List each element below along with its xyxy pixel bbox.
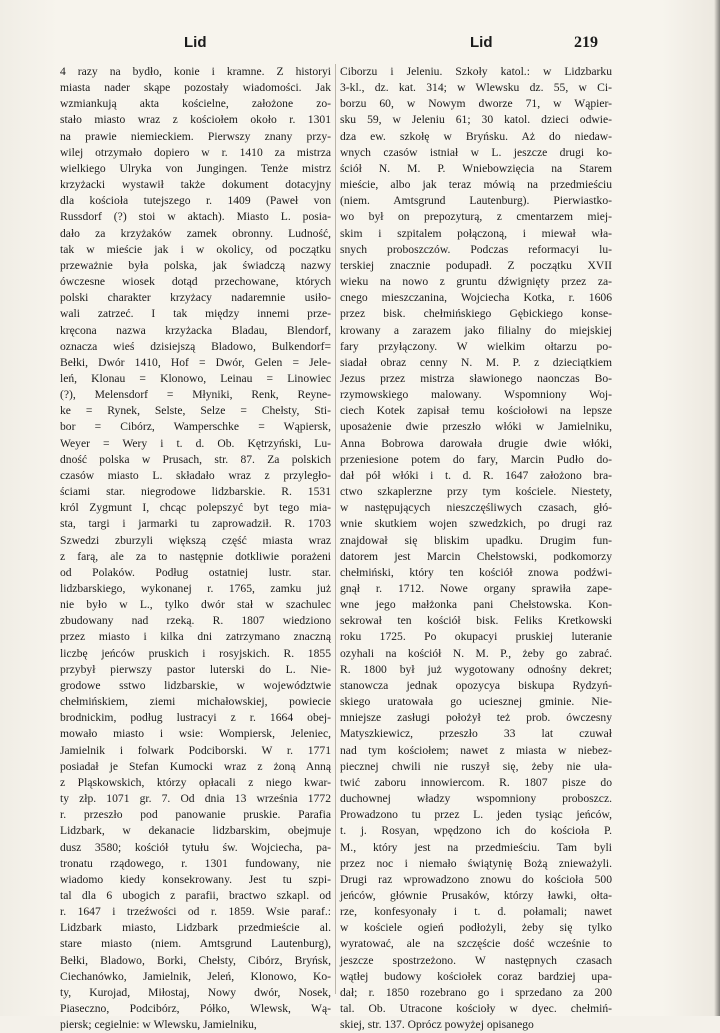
text-line: Piaseczno, Podcibórz, Półko, Wlewsk, Wą-: [60, 1002, 331, 1016]
text-line: znajdował się bliskim upadku. Drugim fun-: [340, 533, 612, 547]
text-line: M., który jest na przedmieściu. Tam byli: [340, 840, 612, 854]
text-line: (niem. Amtsgrund Lautenburg). Pierwiastko-: [340, 194, 612, 208]
text-line: mowało miasto i wsie: Wompiersk, Jeleniec,: [60, 727, 331, 741]
text-line: Lidzbark miasto, Lidzbark przedmieście al.: [60, 921, 331, 935]
text-line: cnego mieszczanina, Wojciecha Kotka, r. 1606: [340, 291, 612, 305]
text-line: czasów miasto L. składało wraz z przyległo-: [60, 468, 331, 482]
text-line: Russdorf (?) stoi w aktach). Miasto L. posia-: [60, 210, 331, 224]
text-line: wątłej budowy kościołek coraz bardziej upa-: [340, 969, 612, 983]
page-number: 219: [574, 34, 598, 51]
text-line: posiadał je Stefan Kumocki wraz z żoną Anną: [60, 759, 331, 773]
text-line: wiadomo kiedy konsekrowany. Jest tu szpi-: [60, 872, 331, 886]
text-line: Anna Bobrowa darowała drugie dwie włóki,: [340, 436, 612, 450]
text-line: Drugi raz wprowadzono znowu do kościoła 500: [340, 872, 612, 886]
text-line: jeńców, głównie Prusaków, którzy ławki, ołta-: [340, 888, 612, 902]
text-line: przez miasto i kilka dni zatrzymano znaczną: [60, 630, 331, 644]
text-line: kręcona nazwa krzyżacka Bladau, Blendorf,: [60, 323, 331, 337]
text-line: w kościele ogień podłożyli, żeby się tylko: [340, 921, 612, 935]
text-line: Bełki, Dwór 1410, Hof = Dwór, Gelen = Jele-: [60, 355, 331, 369]
text-line: polski charakter krzyżacy nadaremnie usiło-: [60, 291, 331, 305]
header-left-title: Lid: [184, 34, 207, 51]
text-line: w następujących nieszczęśliwych czasach, głó-: [340, 501, 612, 515]
text-line: skiego uratowała go uciesznej gminie. Nie-: [340, 695, 612, 709]
text-line: krowany a zarazem jako filialny do miejskiej: [340, 323, 612, 337]
running-header: [0, 34, 720, 56]
text-line: Weyer = Wery i t. d. Ob. Kętrzyński, Lu-: [60, 436, 331, 450]
text-line: wnych czasów istniał w L. jeszcze drugi ko-: [340, 145, 612, 159]
text-line: ciech Kotek zapisał temu kościołowi na lepsze: [340, 404, 612, 418]
text-line: mniejsze zasługi położył też prob. ówczesny: [340, 711, 612, 725]
text-line: piecznej chwili nie ruszył się, żeby nie uła-: [340, 759, 612, 773]
text-line: tal dla 6 ubogich z parafii, bractwo szkapl. od: [60, 888, 331, 902]
text-line: na prawie niemieckiem. Pierwszy znany przy-: [60, 129, 331, 143]
text-line: stanowcza jednak opozycya biskupa Rydzyń-: [340, 678, 612, 692]
text-line: przeważnie była polska, jak świadczą nazwy: [60, 258, 331, 272]
text-line: duchownej władzy wspomniony proboszcz.: [340, 792, 612, 806]
text-line: z Pląskowskich, którzy opłacali z niego kwar-: [60, 775, 331, 789]
text-line: wielkiego Ulryka von Jungingen. Tenże mistrz: [60, 161, 331, 175]
text-line: skim i szpitalem połączoną, i miewał wła-: [340, 226, 612, 240]
text-line: zbudowany nad rzeką. R. 1807 wiedziono: [60, 614, 331, 628]
text-line: mieście, albo jak teraz mówią na przedmieściu: [340, 178, 612, 192]
text-line: R. 1800 był już wygotowany odnośny dekret;: [340, 662, 612, 676]
text-line: sku 59, w Jeleniu 61; 30 katol. dzieci odwie-: [340, 113, 612, 127]
text-line: Jamielnik i folwark Podciborski. W r. 1771: [60, 743, 331, 757]
text-line: ty, Kurojad, Miłostaj, Nowy dwór, Nosek,: [60, 985, 331, 999]
text-line: ke = Rynek, Selste, Selze = Chełsty, Sti-: [60, 404, 331, 418]
text-line: przez bisk. chełmińskiego Gębickiego konse-: [340, 307, 612, 321]
text-line: 3-kl., dz. kat. 314; w Wlewsku dz. 55, w Ci-: [340, 81, 612, 95]
text-line: oznacza wieś dzisiejszą Bladowo, Bulkendorf=: [60, 339, 331, 353]
text-line: ściami star. niegrodowe lidzbarskie. R. 1531: [60, 485, 331, 499]
text-line: wieku na nowo z gruntu dźwignięty przez za-: [340, 275, 612, 289]
text-line: miasta nader skąpe pozostały wiadomości. Jak: [60, 81, 331, 95]
text-line: fary przyłączony. W wielkim ołtarzu po-: [340, 339, 612, 353]
header-right-title: Lid: [470, 34, 493, 51]
text-line: t. j. Rosyan, wpędzono ich do kościoła P.: [340, 824, 612, 838]
right-text-column: [340, 64, 612, 1032]
text-line: sekrował ten kościół bisk. Feliks Kretkowski: [340, 614, 612, 628]
text-line: leń, Klonau = Klonowo, Leinau = Linowiec: [60, 371, 331, 385]
column-divider: [335, 64, 336, 994]
text-line: Szwedzi zburzyli większą część miasta wraz: [60, 533, 331, 547]
text-line: ctwo szkaplerzne przy tym kościele. Niestety,: [340, 485, 612, 499]
text-line: stare miasto (niem. Amtsgrund Lautenburg),: [60, 937, 331, 951]
text-line: wo był on prepozyturą, z cmentarzem miej-: [340, 210, 612, 224]
text-line: tronatu rządowego, r. 1301 fundowany, nie: [60, 856, 331, 870]
text-line: rzymowskiego malowany. Wspomniony Woj-: [340, 388, 612, 402]
text-line: wali zatrzeć. I tak między innemi prze-: [60, 307, 331, 321]
text-line: dał; r. 1850 rozebrano go i sprzedano za 200: [340, 985, 612, 999]
text-line: nad tym kościołem; nawet z miasta w niebez-: [340, 743, 612, 757]
text-line: wyratować, ale na szczęście dość wcześnie to: [340, 937, 612, 951]
text-line: Prowadzono tu przez L. jeden tysiąc jeńców,: [340, 808, 612, 822]
text-line: liczbę jeńców pruskich i rosyjskich. R. 1855: [60, 646, 331, 660]
text-line: siadał obraz cenny N. M. P. z dzieciątkiem: [340, 355, 612, 369]
text-line: Jezus przez mistrza sławionego naonczas Bo-: [340, 371, 612, 385]
text-line: dność polska w Prusach, str. 87. Za polskich: [60, 452, 331, 466]
text-line: nie było w L., tylko dwór stał w szachulec: [60, 598, 331, 612]
text-line: z farą, ale za to następnie dotkliwie porażeni: [60, 549, 331, 563]
text-line: od Polaków. Podług ostatniej lustr. star.: [60, 565, 331, 579]
text-line: tal. Ob. Utracone kościoły w dyec. chełmiń-: [340, 1002, 612, 1016]
text-line: 4 razy na bydło, konie i kramne. Z historyi: [60, 65, 331, 78]
text-line: dał pół włóki i t. d. R. 1647 założono bra-: [340, 468, 612, 482]
text-line: chełmińskiem, ziemi michałowskiej, powiecie: [60, 695, 331, 709]
text-line: przybył pierwszy pastor luterski do L. Nie-: [60, 662, 331, 676]
text-line: Bełki, Bladowo, Borki, Chełsty, Cibórz, Bryńsk,: [60, 953, 331, 967]
text-line: uposażenie dwie przeszło włóki w Jamielniku,: [340, 420, 612, 434]
text-line: brodnickim, podług lustracyi z r. 1664 obej-: [60, 711, 331, 725]
text-line: wnie skutkiem wojen szwedzkich, po drugi raz: [340, 517, 612, 531]
text-line: roku 1725. Po okupacyi pruskiej luteranie: [340, 630, 612, 644]
text-line: krzyżacki wystawił także dokument dotacyjny: [60, 178, 331, 192]
text-line: dla kościoła tutejszego r. 1409 (Paweł von: [60, 194, 331, 208]
text-line: skiej, str. 137. Oprócz powyżej opisanego: [340, 1018, 534, 1032]
text-line: rze, konfesyonały i t. d. połamali; nawet: [340, 905, 612, 919]
text-line: datorem jest Marcin Chełstowski, podkomorzy: [340, 549, 612, 563]
text-line: wilej otrzymało dopiero w r. 1410 za mistrza: [60, 145, 331, 159]
text-line: przeniesione potem do fary, Marcin Pudło do-: [340, 452, 612, 466]
text-line: terskiej znacznie podupadł. Z początku XVII: [340, 258, 612, 272]
text-line: grodowe sstwo lidzbarskie, w województwie: [60, 678, 331, 692]
text-line: dusz 3580; kościół tytułu św. Wojciecha, pa-: [60, 840, 331, 854]
text-line: Ciechanówko, Jamielnik, Jeleń, Klonowo, Ko-: [60, 969, 331, 983]
page-edge-shadow: [714, 0, 720, 1016]
text-line: r. przeszło pod panowanie pruskie. Parafia: [60, 808, 331, 822]
text-line: ty złp. 1071 gr. 7. Od dnia 13 września 1772: [60, 792, 331, 806]
text-line: sta, targi i jarmarki tu zaprowadził. R. 1703: [60, 517, 331, 531]
text-line: ściół N. M. P. Wniebowzięcia na Starem: [340, 161, 612, 175]
text-line: tak w mieście jak i w okolicy, od początku: [60, 242, 331, 256]
text-line: twić zaboru innowiercom. R. 1807 pisze do: [340, 775, 612, 789]
text-line: gnął r. 1712. Nowe organy sprawiła zape-: [340, 582, 612, 595]
text-line: bor = Cibórz, Wamperschke = Wąpiersk,: [60, 420, 331, 434]
text-line: r. 1647 i trzeźwości od r. 1859. Wsie paraf.:: [60, 905, 331, 919]
text-line: Matyszkiewicz, przeszło 33 lat czuwał: [340, 727, 612, 741]
text-line: dza ew. szkołę w Bryńsku. Aż do niedaw-: [340, 129, 612, 143]
text-line: lidzbarskiego, wykonanej r. 1765, zamku już: [60, 582, 331, 595]
text-line: piersk; cegielnie: w Wlewsku, Jamielniku,: [60, 1018, 257, 1032]
text-line: dało za krzyżaków zamek obronny. Ludność,: [60, 226, 331, 240]
text-line: chełmiński, który ten kościół znowa podźwi-: [340, 565, 612, 579]
text-line: jeszcze spostrzeżono. W następnych czasach: [340, 953, 612, 967]
text-line: (?), Melensdorf = Młyniki, Renk, Reyne-: [60, 388, 331, 402]
text-line: snych proboszczów. Podczas reformacyi lu-: [340, 242, 612, 256]
text-line: borzu 60, w Nowym dworze 71, w Wąpier-: [340, 97, 612, 111]
text-line: ozyhali na kościół N. M. P., żeby go zabrać.: [340, 646, 612, 660]
text-line: Lidzbark, w dekanacie lidzbarskim, obejmuje: [60, 824, 331, 838]
text-line: stało miasto wraz z kościołem około r. 1301: [60, 113, 331, 127]
left-text-column: [60, 64, 331, 1032]
text-line: Ciborzu i Jeleniu. Szkoły katol.: w Lidzbarku: [340, 65, 612, 78]
text-line: król Zygmunt I, chcąc polepszyć byt tego mia-: [60, 501, 331, 515]
text-line: wne jego małżonka pani Chełstowska. Kon-: [340, 598, 612, 612]
text-line: wzmiankują akta kościelne, założone zo-: [60, 97, 331, 111]
text-line: ówczesne wiosek dotąd przechowane, których: [60, 275, 331, 289]
text-line: przez noc i niemało świątynię Bożą znieważyli.: [340, 856, 612, 870]
